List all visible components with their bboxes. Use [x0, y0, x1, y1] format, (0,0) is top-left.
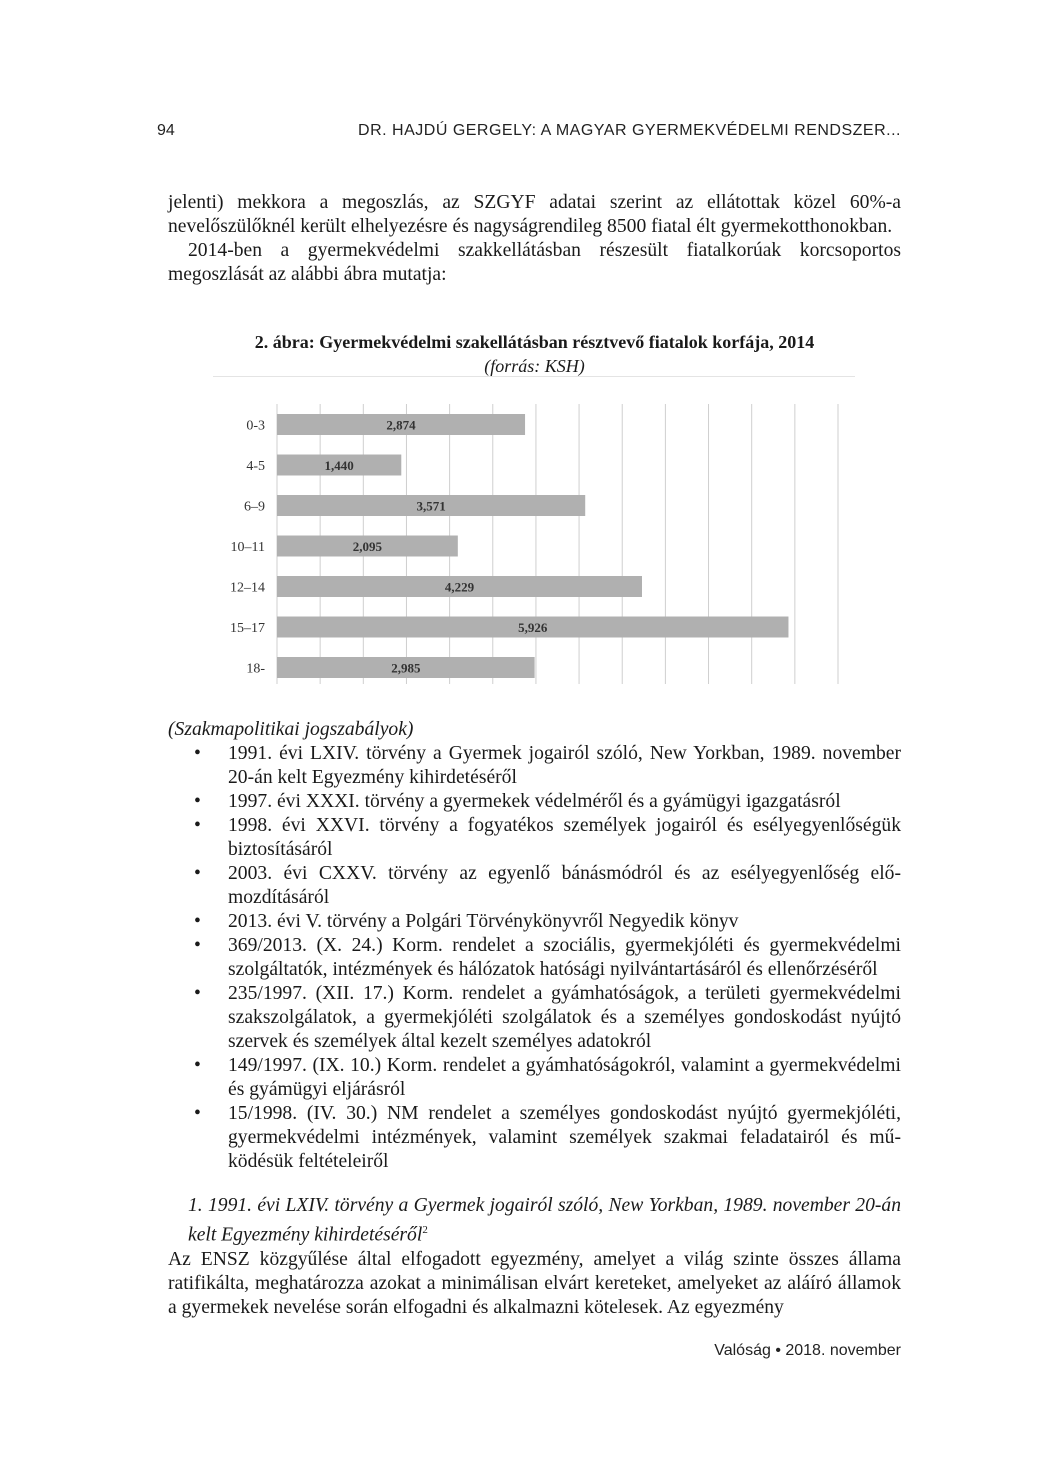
list-heading: (Szakmapolitikai jogszabályok) — [168, 719, 414, 740]
bullet: • — [194, 983, 201, 1004]
bar-chart-svg — [213, 376, 855, 690]
list-item — [168, 814, 901, 862]
bullet: • — [194, 791, 201, 812]
list-item-text: 369/2013. (X. 24.) Korm. rendelet a szociális, gyermekjóléti és gyermekvédelmi szolgáltatók, intézmények és hálózatok hatósági nyilvántartásáról és ellenőrzéséről — [228, 935, 901, 980]
legislation-section — [168, 718, 901, 1320]
bullet: • — [194, 1055, 201, 1076]
category-label: 4-5 — [246, 459, 265, 474]
bullet: • — [194, 935, 201, 956]
category-label: 6–9 — [244, 499, 265, 515]
bullet: • — [194, 911, 201, 932]
list-item — [168, 790, 901, 814]
paragraph: jelenti) mekkora a megoszlás, az SZGYF adatai szerint az ellátottak közel 60%-a nevelőszülőknél került elhelyezésre és nagyságrendileg 8500 fiatal élt gyermekotthonokban. — [168, 192, 901, 237]
value-label: 1,440 — [324, 458, 354, 473]
category-label: 0-3 — [246, 418, 265, 434]
list-item — [168, 982, 901, 1054]
list-item — [168, 934, 901, 982]
page-number: 94 — [157, 122, 175, 139]
list-item-text: 15/1998. (IV. 30.) NM rendelet a személyes gondoskodást nyújtó gyermekjóléti, gyermekvédelmi intézmények, valamint személyek szakmai feladatairól és működésük feltételeiről — [228, 1103, 901, 1172]
footnote-mark: 2 — [422, 1224, 428, 1236]
list-item-text: 1997. évi XXXI. törvény a gyermekek védelméről és a gyámügyi igazgatásról — [228, 791, 841, 812]
value-label: 2,874 — [386, 417, 416, 433]
list-item — [168, 742, 901, 790]
chart-category-labels — [230, 419, 265, 677]
list-item — [168, 862, 901, 910]
section-paragraph: Az ENSZ közgyűlése által elfogadott egyezmény, amelyet a világ szinte összes állama ratifikálta, meghatározza azokat a minimálisan elvárt kereteket, amelyeket az aláíró államok a gyermekek nevelése során elfogadni és alkalmazni kötelesek. Az egyezmény — [168, 1248, 901, 1318]
figure-title: 2. ábra: Gyermekvédelmi szakellátásban résztvevő fiatalok korfája, 2014 — [254, 332, 815, 352]
list-item-text: 1998. évi XXVI. törvény a fogyatékos személyek jogairól és esélyegyenlőségük biztosításáról — [228, 815, 901, 860]
intro-text — [168, 191, 901, 287]
value-label: 5,926 — [518, 620, 548, 635]
legislation-list — [168, 742, 901, 1174]
running-header — [157, 122, 901, 146]
value-label: 2,095 — [352, 539, 383, 554]
list-item — [168, 1102, 901, 1174]
value-label: 3,571 — [416, 498, 446, 514]
value-label: 4,229 — [444, 579, 475, 595]
list-item-text: 2013. évi V. törvény a Polgári Törvénykönyvről Negyedik könyv — [228, 911, 739, 932]
list-item — [168, 910, 901, 934]
section-heading-text: 1. 1991. évi LXIV. törvény a Gyermek jogairól szóló, New Yorkban, 1989. november 20-án kelt Egyezmény kihirdetéséről — [188, 1195, 901, 1246]
value-label: 2,985 — [391, 660, 421, 676]
bar-chart — [213, 376, 855, 690]
bullet: • — [194, 1103, 201, 1124]
page-footer: Valóság • 2018. november — [714, 1342, 901, 1359]
list-item-text: 1991. évi LXIV. törvény a Gyermek jogairól szóló, New Yorkban, 1989. november 20-án kelt Egyezmény kihirdetéséről — [228, 743, 901, 788]
running-title: DR. HAJDÚ GERGELY: A MAGYAR GYERMEKVÉDELMI RENDSZER... — [358, 122, 901, 139]
section-heading — [188, 1194, 901, 1248]
category-label: 18- — [246, 661, 265, 677]
category-label: 10–11 — [230, 540, 265, 555]
list-item-text: 149/1997. (IX. 10.) Korm. rendelet a gyámhatóságokról, valamint a gyermekvédelmi és gyámügyi eljárásról — [228, 1055, 901, 1100]
bullet: • — [194, 815, 201, 836]
category-label: 15–17 — [230, 621, 265, 636]
list-item — [168, 1054, 901, 1102]
paragraph: 2014-ben a gyermekvédelmi szakkellátásban részesült fiatalkorúak korcsoportos megoszlását az alábbi ábra mutatja: — [168, 240, 901, 285]
list-item-text: 235/1997. (XII. 17.) Korm. rendelet a gyámhatóságok, a területi gyermekvédelmi szakszolgálatok, a gyermekjóléti szolgálatok és a személyes gondoskodást nyújtó szervek és személyek által kezelt személyes adatokról — [228, 983, 901, 1052]
list-item-text: 2003. évi CXXV. törvény az egyenlő bánásmódról és az esélyegyenlőség előmozdításáról — [228, 863, 901, 908]
bullet: • — [194, 863, 201, 884]
category-label: 12–14 — [230, 580, 265, 596]
bullet: • — [194, 743, 201, 764]
figure-source: (forrás: KSH) — [484, 356, 585, 376]
